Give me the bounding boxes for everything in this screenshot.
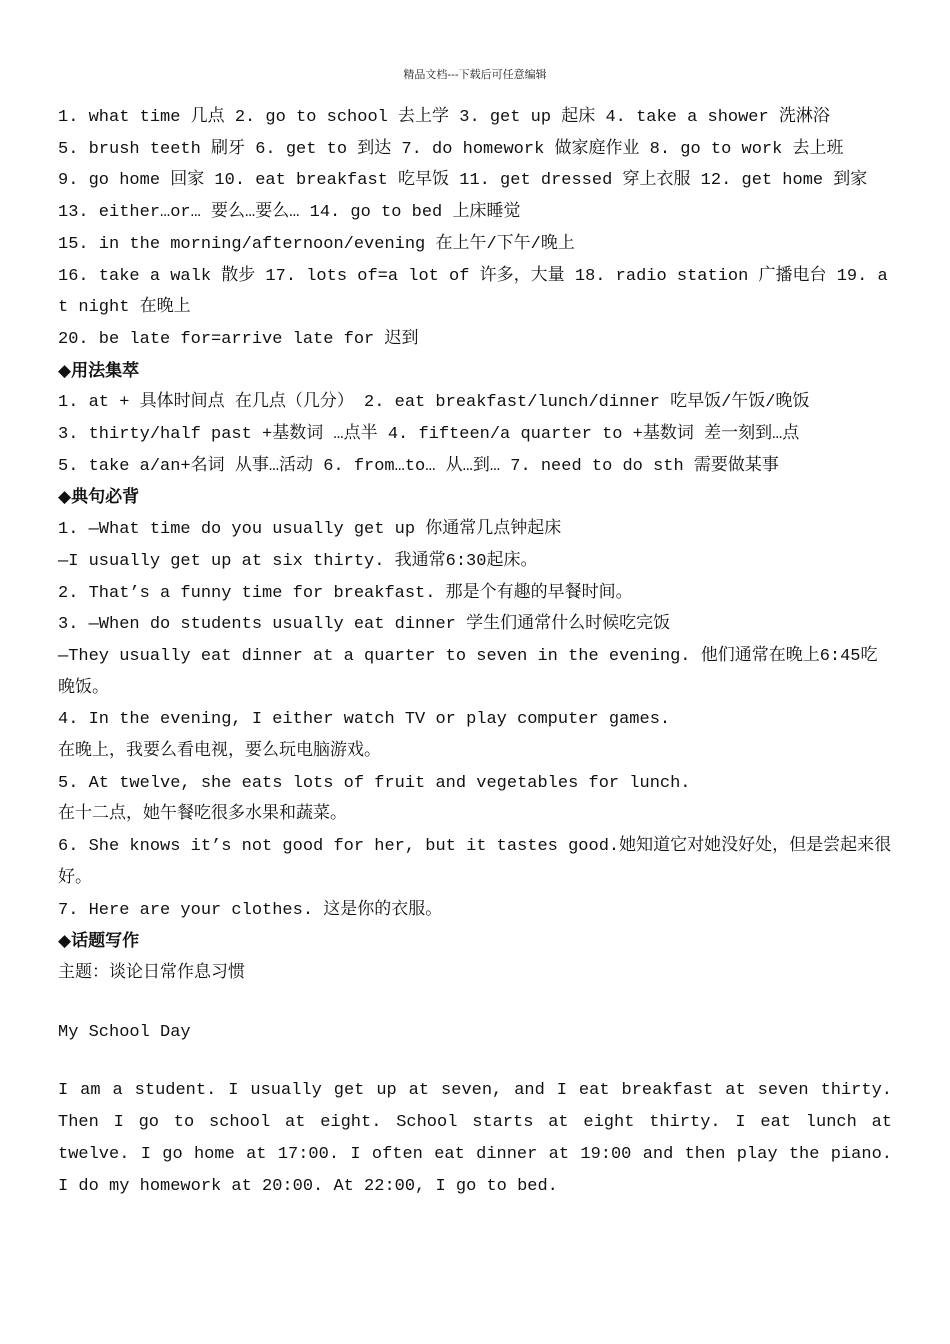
vocab-line: 13. either…or… 要么…要么… 14. go to bed 上床睡觉 [58, 203, 521, 223]
vocab-line: 5. brush teeth 刷牙 6. get to 到达 7. do homework 做家庭作业 8. go to work 去上班 [58, 139, 844, 159]
essay-title: My School Day [58, 1022, 191, 1042]
sentence-line: 2. That’s a funny time for breakfast. 那是个有趣的早餐时间。 [58, 583, 633, 603]
section-heading-usage: ◆用法集萃 [58, 360, 140, 381]
usage-list [58, 387, 892, 482]
section-heading-sentences: ◆典句必背 [58, 487, 140, 508]
sentence-line: 在十二点，她午餐吃很多水果和蔬菜。 [58, 805, 347, 825]
sentence-line: 6. She knows it’s not good for her, but it tastes good.她知道它对她没好处，但是尝起来很好。 [58, 837, 892, 888]
page-header: 精品文档---下载后可任意编辑 [403, 68, 547, 81]
usage-line: 1. at + 具体时间点 在几点（几分） 2. eat breakfast/lunch/dinner 吃早饭/午饭/晚饭 [58, 393, 810, 413]
usage-line: 5. take a/an+名词 从事…活动 6. from…to… 从…到… 7. need to do sth 需要做某事 [58, 456, 779, 476]
sentence-list [58, 514, 892, 926]
sentence-line: 1. —What time do you usually get up 你通常几点钟起床 [58, 520, 562, 540]
sentence-line: 5. At twelve, she eats lots of fruit and vegetables for lunch. [58, 773, 691, 793]
vocab-line: 16. take a walk 散步 17. lots of=a lot of 许多，大量 18. radio station 广播电台 19. at night 在晚上 [58, 266, 888, 318]
vocab-line: 20. be late for=arrive late for 迟到 [58, 329, 419, 349]
vocab-line: 9. go home 回家 10. eat breakfast 吃早饭 11. get dressed 穿上衣服 12. get home 到家 [58, 171, 868, 191]
vocab-list [58, 102, 892, 356]
sentence-line: 3. —When do students usually eat dinner 学生们通常什么时候吃完饭 [58, 615, 671, 635]
sentence-line: —They usually eat dinner at a quarter to seven in the evening. 他们通常在晚上6:45吃晚饭。 [58, 646, 878, 698]
vocab-line: 15. in the morning/afternoon/evening 在上午/下午/晚上 [58, 234, 575, 254]
sentence-line: 7. Here are your clothes. 这是你的衣服。 [58, 900, 443, 920]
document-body [58, 102, 892, 1203]
section-heading-writing: ◆话题写作 [58, 931, 140, 952]
sentence-line: —I usually get up at six thirty. 我通常6:30起床。 [58, 551, 538, 571]
sentence-line: 在晚上，我要么看电视，要么玩电脑游戏。 [58, 742, 381, 762]
sentence-line: 4. In the evening, I either watch TV or play computer games. [58, 710, 671, 730]
writing-topic: 主题：谈论日常作息习惯 [58, 963, 245, 983]
essay-body: I am a student. I usually get up at seven, and I eat breakfast at seven thirty. Then I go to school at eight. School starts at eight thirty. I eat lunch at twelve. I go home at 17:00. I often eat dinner at 19:00 and then play the piano. I do my homework at 20:00. At 22:00, I go to bed. [58, 1081, 892, 1197]
vocab-line: 1. what time 几点 2. go to school 去上学 3. get up 起床 4. take a shower 洗淋浴 [58, 108, 830, 127]
usage-line: 3. thirty/half past +基数词 …点半 4. fifteen/a quarter to +基数词 差一刻到…点 [58, 425, 800, 445]
